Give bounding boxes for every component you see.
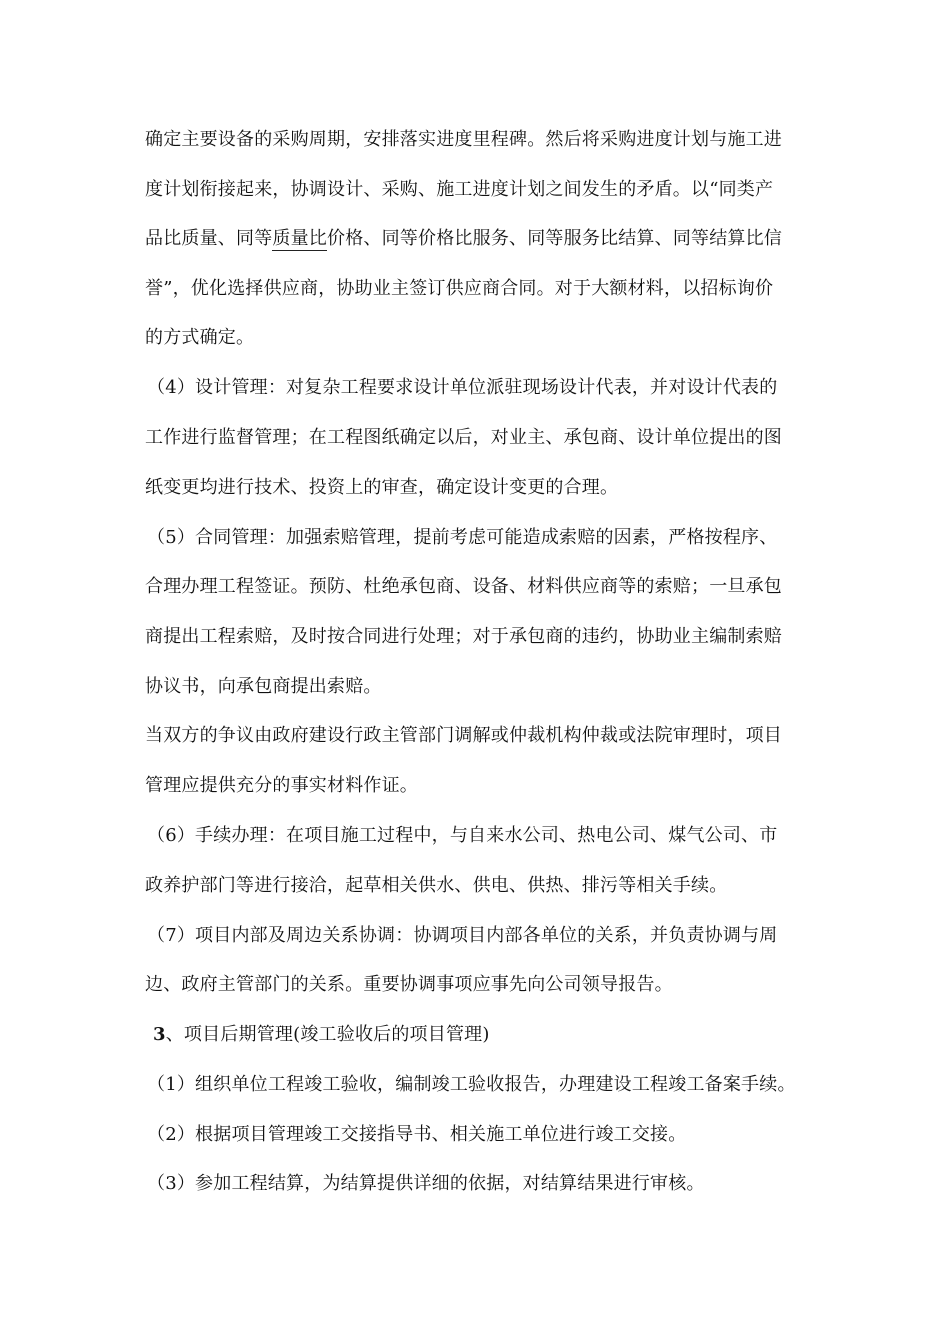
- list-item: （2）根据项目管理竣工交接指导书、相关施工单位进行竣工交接。: [147, 1124, 687, 1145]
- paragraph-line: 合理办理工程签证。预防、杜绝承包商、设备、材料供应商等的索赔；一旦承包: [145, 576, 782, 597]
- paragraph-line: 的方式确定。: [145, 327, 255, 348]
- list-item: （1）组织单位工程竣工验收，编制竣工验收报告，办理建设工程竣工备案手续。: [147, 1074, 796, 1095]
- paragraph-line: 确定主要设备的采购周期，安排落实进度里程碑。然后将采购进度计划与施工进: [145, 129, 782, 150]
- section-7-line: （7）项目内部及周边关系协调：协调项目内部各单位的关系，并负责协调与周: [147, 925, 778, 946]
- section-6-line: （6）手续办理：在项目施工过程中，与自来水公司、热电公司、煤气公司、市: [147, 825, 778, 846]
- paragraph-line: 协议书，向承包商提出索赔。: [145, 676, 382, 697]
- section-4-line: （4）设计管理：对复杂工程要求设计单位派驻现场设计代表，并对设计代表的: [147, 377, 778, 398]
- paragraph-line: 纸变更均进行技术、投资上的审查，确定设计变更的合理。: [145, 477, 619, 498]
- paragraph-line: 管理应提供充分的事实材料作证。: [145, 775, 418, 796]
- text-segment: 价格、同等价格比服务、同等服务比结算、同等结算比信: [327, 228, 783, 249]
- text-segment: 品比质量、同等: [145, 228, 273, 249]
- underlined-phrase: 质量比: [272, 228, 328, 249]
- paragraph-line: 誉”，优化选择供应商，协助业主签订供应商合同。对于大额材料，以招标询价: [145, 278, 774, 299]
- paragraph-line: 工作进行监督管理；在工程图纸确定以后，对业主、承包商、设计单位提出的图: [145, 427, 782, 448]
- heading-number: 3: [153, 1024, 166, 1045]
- paragraph-line: 当双方的争议由政府建设行政主管部门调解或仲裁机构仲裁或法院审理时，项目: [145, 725, 782, 746]
- paragraph-line: 政养护部门等进行接洽，起草相关供水、供电、供热、排污等相关手续。: [145, 875, 728, 896]
- paragraph-line: 商提出工程索赔，及时按合同进行处理；对于承包商的违约，协助业主编制索赔: [145, 626, 782, 647]
- section-heading: [153, 1023, 490, 1047]
- heading-text: 、项目后期管理(竣工验收后的项目管理): [165, 1024, 490, 1045]
- paragraph-line: 度计划衔接起来，协调设计、采购、施工进度计划之间发生的矛盾。以“同类产: [145, 179, 774, 200]
- paragraph-line: 边、政府主管部门的关系。重要协调事项应事先向公司领导报告。: [145, 974, 673, 995]
- paragraph-line: [145, 227, 782, 251]
- list-item: （3）参加工程结算，为结算提供详细的依据，对结算结果进行审核。: [147, 1173, 705, 1194]
- section-5-line: （5）合同管理：加强索赔管理，提前考虑可能造成索赔的因素，严格按程序、: [147, 527, 778, 548]
